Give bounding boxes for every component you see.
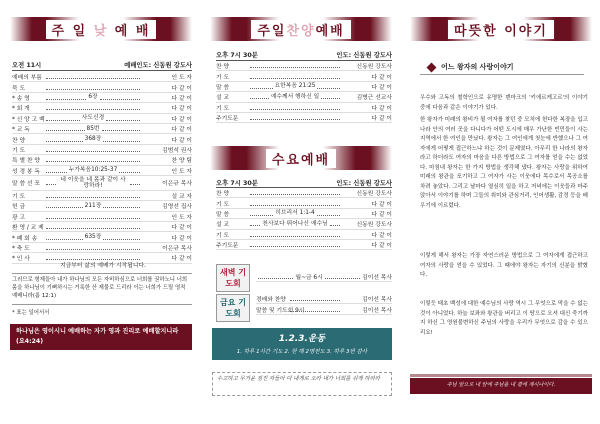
leader-dots — [46, 224, 140, 229]
banner-title: 주 일 낮 예 배 — [46, 20, 157, 39]
row-item: 말씀 및 기도회 9시 — [256, 307, 305, 314]
row-leader: 인 도 자 — [171, 214, 192, 221]
row-leader: 김병근 선교사 — [356, 95, 393, 102]
row-item: 환 영 / 교 제 — [12, 225, 44, 232]
story-column — [400, 0, 600, 424]
row-leader: 다 같 이 — [371, 116, 392, 123]
leader-dots — [46, 157, 140, 162]
leader-dots — [250, 94, 269, 99]
leader-dots — [102, 126, 141, 131]
row-item: * 신 앙 고 백 — [12, 116, 45, 123]
row-leader: 인 도 자 — [171, 168, 193, 175]
invitation-note: 수고하고 무거운 짐진 자들아 다 내게로 오라 내가 너희를 쉬게 하리라 — [212, 372, 392, 396]
divider — [420, 74, 584, 75]
banner-title: 따뜻한 이야기 — [448, 20, 554, 39]
row-item: 찬 양 — [216, 64, 230, 71]
leader-dots — [250, 221, 260, 226]
divider — [12, 273, 192, 274]
leader-dots — [46, 193, 140, 198]
leader-dots — [250, 232, 340, 237]
standing-note: * 표는 일어서서 — [12, 310, 50, 316]
sunday-morning-banner — [10, 17, 192, 41]
row-leader: 다 같 이 — [171, 127, 193, 134]
row-leader: 신동원 강도사 — [356, 191, 392, 198]
row-item: 말 씀 — [216, 211, 230, 218]
row-leader: 다 같 이 — [371, 243, 392, 250]
leader-dots — [250, 190, 340, 195]
leader-dots — [250, 63, 340, 68]
leader-dots — [103, 235, 140, 240]
campaign-box — [212, 328, 392, 360]
row-item: * 교 독 — [12, 127, 30, 134]
leader-dots — [317, 211, 340, 216]
service-row — [216, 209, 392, 219]
row-leader: 김범석 권사 — [162, 147, 192, 154]
row-item: 기 도 — [12, 147, 26, 154]
service-row — [256, 294, 392, 304]
leader-dots — [46, 180, 56, 185]
footer-banner: 주님 앞으로 내 앞에 주님을 내 곁에 계시나이다. — [410, 378, 592, 394]
leader-dots — [46, 235, 83, 240]
row-item: 예배의 부름 — [12, 75, 42, 82]
row-leader: 다 같 이 — [171, 137, 193, 144]
service-time: 오후 7시 30분 — [216, 52, 258, 59]
leader-dots — [250, 211, 273, 216]
leader-dots — [290, 296, 340, 301]
service-leader: 인도: 신동원 강도사 — [336, 52, 392, 59]
row-detail: 사도신경 — [81, 115, 105, 122]
service-row — [216, 240, 392, 250]
row-leader: 신동원 강도사 — [356, 64, 392, 71]
scripture-note: 그러므로 형제들아 내가 하나님의 모든 자비하심으로 너희를 권하노니 너희 몸을 하나님이 기뻐하시는 거룩한 산 제물로 드리라 이는 너희가 드릴 영적 예배니라(롬 12:1) — [12, 277, 188, 299]
story-paragraph: 이렇듯 태초 백성에 대한 예수님의 사랑 역시 그 무엇으로 막을 수 없는 것이 아니었다. 하늘 보좌와 왕관을 버리고 이 땅으로 오셔 대신 죽기까지 하신 그 영원불변하신 주님의 사랑을 우리가 무엇으로 갚을 수 있으리요! — [420, 301, 588, 336]
service-row — [12, 82, 192, 92]
row-leader: 다 같 이 — [371, 211, 393, 218]
banner-title: 주일찬양예배 — [251, 20, 350, 39]
service-row — [12, 191, 192, 201]
service-row — [12, 103, 192, 113]
dawn-time: 월~금 6시 — [295, 275, 323, 282]
row-detail: 368장 — [84, 136, 102, 143]
leader-dots — [46, 168, 67, 173]
row-detail: 누가복음10:25-37 — [68, 167, 118, 174]
service-leader: 인도: 신동원 강도사 — [336, 180, 392, 187]
service-time: 오전 11시 — [12, 62, 42, 69]
service-time: 오후 7시 30분 — [216, 180, 258, 187]
leader-dots — [46, 126, 85, 131]
service-row — [216, 113, 392, 123]
wednesday-header — [216, 178, 392, 187]
leader-dots — [321, 94, 340, 99]
row-leader: 다 같 이 — [171, 95, 193, 102]
service-row — [216, 219, 392, 229]
leader-dots — [46, 85, 140, 90]
row-item: 설 교 — [216, 95, 230, 102]
row-leader: 다 같 이 — [371, 74, 392, 81]
service-row — [216, 103, 392, 113]
row-item: 찬 양 — [216, 191, 230, 198]
row-leader: 다 같 이 — [171, 85, 192, 92]
row-leader: 인 도 자 — [171, 75, 192, 82]
leader-dots — [46, 214, 140, 219]
friday-prayer-tag: 금요 기도회 — [216, 294, 250, 322]
row-leader: 이은규 목사 — [162, 181, 192, 188]
leader-dots — [290, 307, 340, 312]
row-item: * 축 도 — [12, 246, 30, 253]
service-row — [12, 232, 192, 242]
sunday-praise-banner — [210, 17, 392, 41]
row-leader: 설 교 자 — [171, 194, 192, 201]
key-verse: 하나님은 영이시니 예배하는 자가 영과 진리로 예배할지니라 (요4:24) — [10, 324, 192, 350]
row-detail: 히브리서 1:1-4 — [275, 210, 315, 217]
campaign-title: 1.2.3.운동 — [278, 334, 326, 344]
leader-dots — [46, 116, 80, 121]
row-leader: 다 같 이 — [371, 232, 392, 239]
row-detail: 85번 — [86, 125, 100, 132]
leader-dots — [119, 168, 140, 173]
service-row — [12, 93, 192, 103]
row-item: 경배와 찬양 — [256, 297, 286, 304]
row-leader: 다 같 이 — [171, 106, 192, 113]
row-leader: 다 같 이 — [371, 105, 392, 112]
order-of-service — [12, 72, 192, 264]
row-detail: 네 이웃을 네 몸과 같이 사랑하라! — [60, 176, 126, 189]
story-paragraph: 우수와 고독의 철학인으로 유명한 덴마크의 '키에르케고르'의 이야기 중에 다음과 같은 이야기가 있다. — [420, 95, 588, 111]
dawn-leader: 김이선 목사 — [362, 275, 392, 282]
divider — [12, 70, 192, 71]
row-leader: 다 같 이 — [171, 256, 192, 263]
leader-dots — [46, 137, 83, 142]
row-leader: 다 같 이 — [171, 225, 192, 232]
row-detail: 천사보다 뛰어나신 예수님 — [262, 220, 328, 227]
service-row — [12, 243, 192, 253]
service-header — [12, 60, 192, 69]
row-item: 찬 양 — [12, 137, 26, 144]
row-leader: 김영선 집사 — [162, 204, 193, 211]
leader-dots — [317, 84, 340, 89]
service-row — [12, 176, 192, 191]
leader-dots — [106, 116, 140, 121]
prelude: 지금부터 삶의 예배가 시작됩니다. — [60, 263, 146, 269]
row-item: 기 도 — [216, 105, 230, 112]
service-row — [216, 71, 392, 81]
leader-dots — [130, 180, 140, 185]
banner-title: 수요예배 — [266, 149, 336, 168]
service-row — [216, 92, 392, 102]
row-detail: 211장 — [84, 202, 102, 209]
story-paragraph: 한 왕자가 미래의 왕비가 될 여자를 찾던 중 모처에 헌다한 복장을 입고 나라 안의 여러 곳을 다니다가 어떤 도시에 매우 가난한 빈민들이 사는 지역에서 한 여인을 만났다. 왕자는 그 여인에게 첫눈에 반했으나 그 여자에게 어떻게 접근하느냐 하는 것이 문제였다. 아무리 한 나라의 왕자라고 하더라도 여자의 마음을 다른 방법으로 그 여자를 얻을 수는 없었다. 마침내 왕자는 한 가지 방법을 생각해 냈다. 왕자는 사랑을 위하여 미래의 왕관을 포기하고 그 여자가 사는 이웃에다 목수로서 목공소를 차려 놓았다. 그리고 날마다 열심히 일을 하고 저녁에는 이웃들과 마주 앉아서 이야기를 하며 그들의 취미와 관심거리, 인어생활, 감정 등을 배우기에 이르렀다. — [420, 117, 588, 209]
row-item: * 회 개 — [12, 106, 30, 113]
row-item: 헌 금 — [12, 204, 26, 211]
service-row — [12, 222, 192, 232]
leader-dots — [258, 274, 293, 279]
service-row — [12, 124, 192, 134]
leader-dots — [250, 84, 273, 89]
row-item: 주기도문 — [216, 116, 239, 123]
row-item: 주기도문 — [216, 243, 239, 250]
evening-column — [200, 0, 400, 424]
service-row — [216, 61, 392, 71]
leader-dots — [46, 95, 86, 100]
service-row — [12, 72, 192, 82]
row-leader: 다 같 이 — [371, 84, 393, 91]
service-row — [12, 201, 192, 211]
leader-dots — [100, 95, 140, 100]
sunday-morning-column — [0, 0, 200, 424]
leader-dots — [250, 74, 340, 79]
row-item: * 인 사 — [12, 256, 30, 263]
row-item: 성 경 봉 독 — [12, 168, 40, 175]
service-row — [12, 212, 192, 222]
row-detail: 요한복음 21:25 — [274, 83, 316, 90]
diamond-icon — [427, 62, 437, 72]
row-item: 기 도 — [216, 201, 230, 208]
story-title-text: 어느 왕자의 사랑이야기 — [441, 63, 514, 71]
service-row — [216, 188, 392, 198]
dawn-prayer-tag: 새벽 기도회 — [216, 264, 250, 292]
row-item: 기 도 — [12, 194, 26, 201]
service-row — [12, 166, 192, 176]
leader-dots — [250, 115, 340, 120]
row-item: 설 교 — [216, 222, 230, 229]
service-row — [12, 114, 192, 124]
row-leader: 김이선 목사 — [362, 297, 392, 304]
story-title — [428, 62, 514, 72]
row-leader: 다 같 이 — [171, 235, 193, 242]
praise-header — [216, 50, 392, 59]
leader-dots — [46, 147, 140, 152]
row-item: 광 고 — [12, 214, 26, 221]
divider — [12, 304, 192, 305]
service-row — [216, 230, 392, 240]
service-row — [12, 145, 192, 155]
row-item: * 송 영 — [12, 95, 30, 102]
row-item: 특 별 찬 양 — [12, 158, 40, 165]
leader-dots — [250, 242, 340, 247]
row-leader: 신동원 강도사 — [356, 222, 393, 229]
leader-dots — [46, 105, 140, 110]
friday-order — [256, 294, 392, 315]
row-item: 기 도 — [216, 232, 230, 239]
row-item: * 폐 회 송 — [12, 235, 38, 242]
row-item: 말 씀 선 포 — [12, 181, 40, 188]
leader-dots — [250, 201, 340, 206]
service-row — [216, 82, 392, 92]
campaign-items: 1. 하루 1시간 기도 2. 한 해 2명전도 3. 하루 3번 감사 — [236, 349, 368, 355]
row-detail: 635장 — [84, 234, 102, 241]
praise-order — [216, 61, 392, 123]
row-leader: 김이선 목사 — [362, 307, 392, 314]
leader-dots — [46, 255, 140, 260]
leader-dots — [46, 203, 83, 208]
row-leader: 이은규 목사 — [162, 246, 192, 253]
row-leader: 다 같 이 — [171, 116, 192, 123]
leader-dots — [46, 74, 140, 79]
row-detail: 예수께서 행하신 일 — [270, 93, 320, 100]
wednesday-order — [216, 188, 392, 250]
service-row — [256, 304, 392, 314]
leader-dots — [103, 203, 140, 208]
row-leader: 다 같 이 — [371, 201, 392, 208]
leader-dots — [46, 245, 140, 250]
leader-dots — [325, 274, 360, 279]
service-leader: 예배인도: 신동원 강도사 — [124, 62, 192, 69]
service-row — [12, 134, 192, 144]
dawn-prayer-row — [256, 272, 392, 282]
wednesday-banner — [210, 146, 392, 170]
service-row — [216, 198, 392, 208]
leader-dots — [330, 221, 340, 226]
leader-dots — [250, 105, 340, 110]
row-leader: 찬 양 팀 — [171, 158, 192, 165]
story-banner — [410, 17, 592, 41]
row-item: 묵 도 — [12, 85, 26, 92]
leader-dots — [103, 137, 140, 142]
row-item: 기 도 — [216, 74, 230, 81]
row-detail: 6장 — [88, 94, 98, 101]
row-item: 말 씀 — [216, 84, 230, 91]
story-paragraph: 이렇게 해서 왕자는 가장 자연스러운 방법으로 그 여자에게 접근하고 여자의 사랑을 얻을 수 있었다. 그 때에야 왕자는 자기의 신분을 밝혔다. — [420, 253, 588, 278]
service-row — [12, 155, 192, 165]
